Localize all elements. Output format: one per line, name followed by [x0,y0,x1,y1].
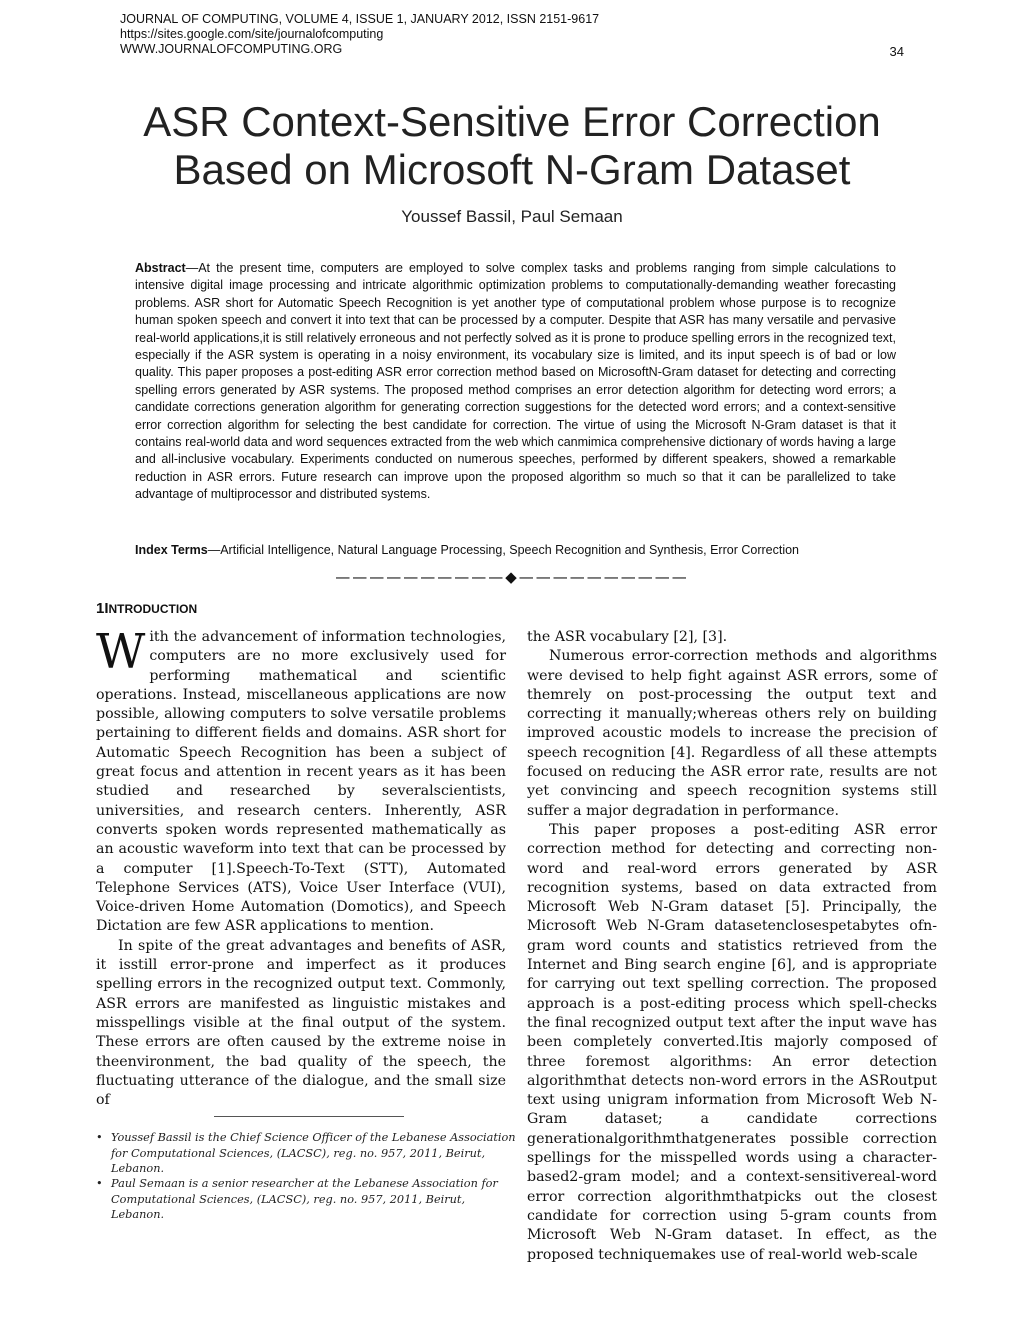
drop-cap: W [96,624,146,680]
left-column [96,624,506,1110]
abstract-text: —At the present time, computers are employed to solve complex tasks and problems ranging from simple calculations to intensive digital image processing and intricate algorithmic optimization problems to computationally-demanding weather forecasting problems. ASR short for Automatic Speech Recognition is yet another type of computational problem whose purpose is to recognize human spoken speech and convert it into text that can be processed by a computer. Despite that ASR has many versatile and pervasive real-world applications,it is still relatively erroneous and not perfectly solved as it is prone to produce spelling errors in the recognized text, especially if the ASR system is operating in a noisy environment, its vocabulary size is limited, and its input speech is of bad or low quality. This paper proposes a post-editing ASR error correction method based on MicrosoftN-Gram dataset for detecting and correcting spelling errors generated by ASR systems. The proposed method comprises an error detection algorithm for detecting word errors; a candidate corrections generation algorithm for generating correction suggestions for the detected word errors; and a context-sensitive error correction algorithm for selecting the best candidate for correction. The virtue of using the Microsoft N-Gram dataset is that it contains real-world data and word sequences extracted from the web which canmimica comprehensive dictionary of words having a large and all-inclusive vocabulary. Experiments conducted on numerous speeches, performed by different speakers, showed a remarkable reduction in ASR errors. Future research can improve upon the proposed algorithm so much so that it can be parallelized to take advantage of multiprocessor and distributed systems. [135,261,896,502]
www-line: WWW.JOURNALOFCOMPUTING.ORG [120,42,343,56]
index-terms-text: —Artificial Intelligence, Natural Language Processing, Speech Recognition and Synthesis, Error Correction [207,543,800,557]
abstract [135,260,896,504]
paper-title [0,98,1024,194]
right-column [527,628,937,1265]
footnote [96,1130,516,1177]
index-terms [135,542,896,559]
paragraph-text: ith the advancement of information technologies, computers are no more exclusively used for performing mathematical and scientific operations. Instead, miscellaneous applications are now possible, allowing computers to solve versatile problems pertaining to different fields and domains. ASR short for Automatic Speech Recognition has been a subject of great focus and attention in recent years as it has been studied and researched by severalscientists, universities, and research centers. Inherently, ASR converts spoken words represented mathematically as an acoustic waveform into text that can be processed by a computer [1].Speech-To-Text (STT), Automated Telephone Services (ATS), Voice User Interface (VUI), Voice-driven Home Automation (Domotics), and Speech Dictation are few ASR applications to mention. [96,629,506,935]
paragraph: the ASR vocabulary [2], [3]. [527,629,728,645]
footnote-bullet: • [96,1131,103,1144]
footnote-text: Paul Semaan is a senior researcher at the Lebanese Association for Computational Sciences, (LACSC), reg. no. 957, 2011, Beirut, Lebanon. [111,1177,498,1221]
running-header [120,12,599,57]
section-title-rest: NTRODUCTION [108,602,198,616]
section-initial: I [104,600,109,617]
index-terms-label: Index Terms [135,543,208,557]
paragraph [96,624,506,937]
footnote-text: Youssef Bassil is the Chief Science Officer of the Lebanese Association for Computational Sciences, (LACSC), reg. no. 957, 2011, Beirut, Lebanon. [111,1131,516,1175]
section-divider: ——————————◆—————————— [335,568,689,586]
journal-line: JOURNAL OF COMPUTING, VOLUME 4, ISSUE 1, JANUARY 2012, ISSN 2151-9617 [120,12,600,26]
footnote-rule [214,1116,404,1117]
paragraph: In spite of the great advantages and benefits of ASR, it isstill error-prone and imperfect as it produces spelling errors in the recognized output text. Commonly, ASR errors are manifested as linguistic mistakes and misspellings visible at the final output of the system. These errors are often caused by the extreme noise in theenvironment, the bad quality of the speech, the fluctuating utterance of the dialogue, and the small size of [96,937,506,1109]
title-line-1: ASR Context-Sensitive Error Correction [143,98,881,145]
section-heading [96,600,197,617]
abstract-label: Abstract [135,261,186,275]
url-line: https://sites.google.com/site/journalofcomputing [120,27,384,41]
paragraph: Numerous error-correction methods and algorithms were devised to help fight against ASR errors, some of themrely on post-processing the output text and correcting it manually;whereas others rely on building improved acoustic models to increase the precision of speech recognition [4]. Regardless of all these attempts focused on reducing the ASR error rate, results are not yet convincing and speech recognition systems still suffer a major degradation in performance. [527,648,937,819]
section-number: 1 [96,600,105,617]
title-line-2: Based on Microsoft N-Gram Dataset [173,146,851,193]
authors: Youssef Bassil, Paul Semaan [401,207,623,226]
paragraph: This paper proposes a post-editing ASR error correction method for detecting and correcting non-word and real-word errors generated by ASR recognition systems, based on data extracted from Microsoft Web N-Gram dataset [5]. Principally, the Microsoft Web N-Gram datasetenclosespetabytes ofn-gram word counts and statistics retrieved from the Internet and Bing search engine [6], and is appropriate for carrying out text spelling correction. The proposed approach is a post-editing process which spell-checks the final recognized output text after the input wave has been completely converted.Itis majorly composed of three foremost algorithms: An error detection algorithmthat detects non-word errors in the ASRoutput text using unigram information from Microsoft Web N-Gram dataset; a candidate corrections generationalgorithmthatgenerates possible correction spellings for the misspelled words using a character-based2-gram model; and a context-sensitivereal-word error correction algorithmthatpicks out the closest candidate for correction using 5-gram counts from Microsoft Web N-Gram dataset. In effect, as the proposed techniquemakes use of real-world web-scale [527,821,937,1263]
footnote-bullet: • [96,1177,103,1190]
footnote [96,1176,516,1223]
page-number: 34 [889,44,904,59]
